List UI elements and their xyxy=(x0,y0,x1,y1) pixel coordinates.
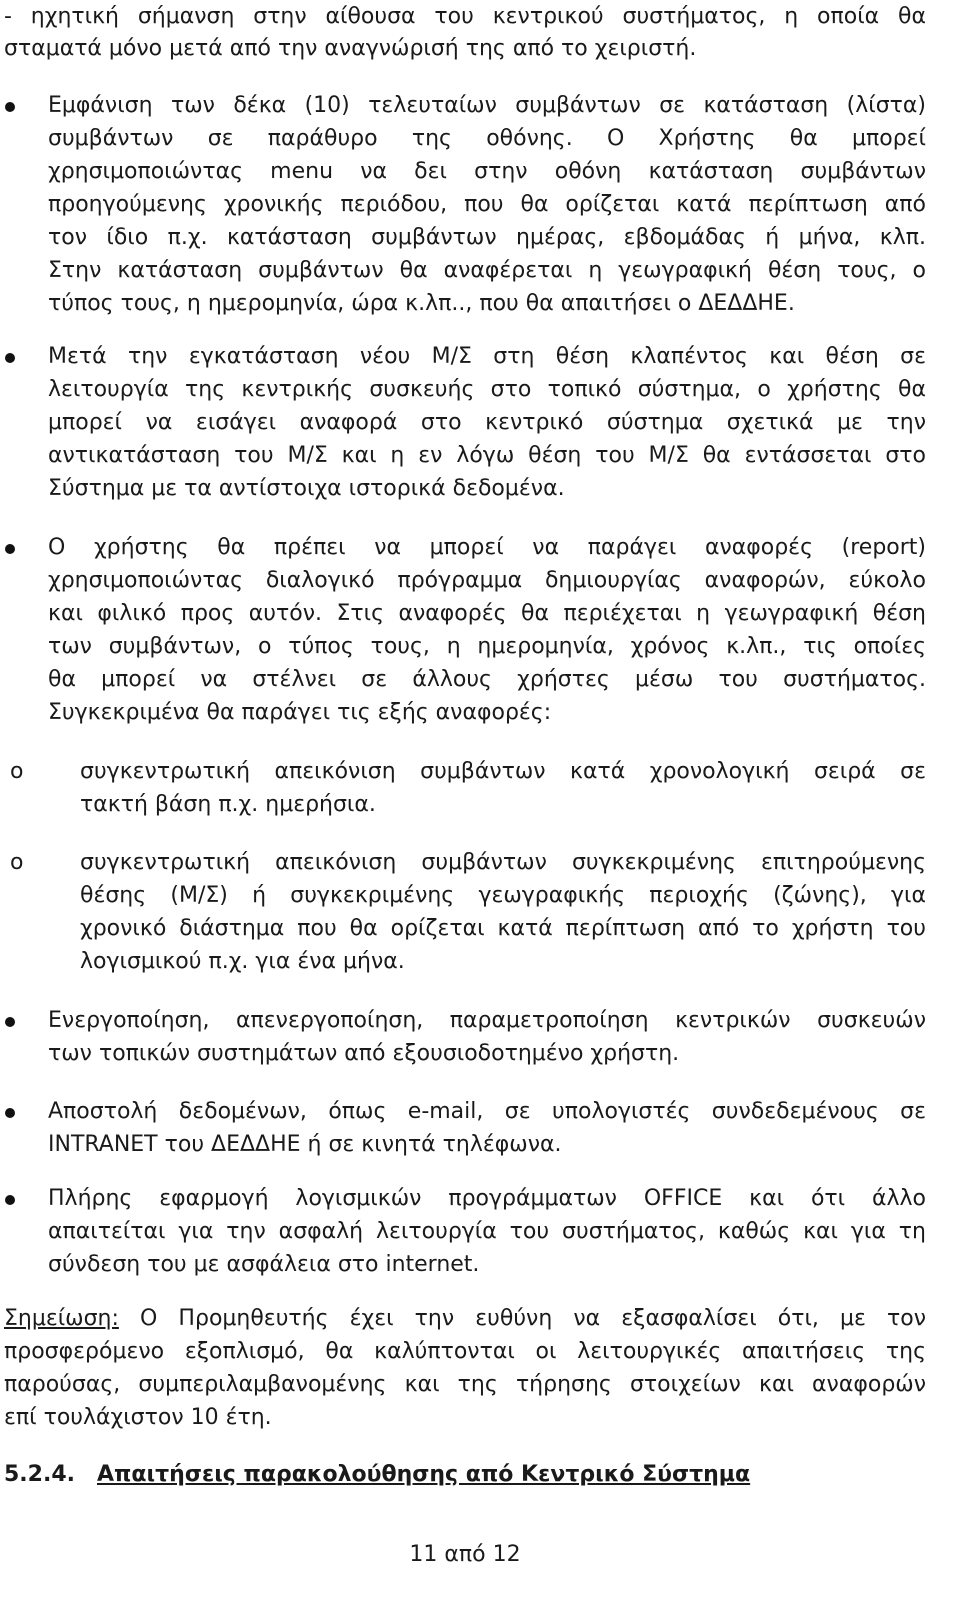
note-text: Ο Προμηθευτής έχει την ευθύνη να εξασφαλίσει ότι, με τον xyxy=(118,1306,926,1331)
section-number: 5.2.4. xyxy=(4,1462,75,1487)
text-line: των τοπικών συστημάτων από εξουσιοδοτημένο χρήστη. xyxy=(48,1041,680,1066)
text-line: αντικατάσταση του Μ/Σ και η εν λόγω θέση του Μ/Σ θα εντάσσεται στο xyxy=(48,443,926,468)
text-line: συγκεντρωτική απεικόνιση συμβάντων κατά χρονολογική σειρά σε xyxy=(80,759,926,784)
text-line: Ενεργοποίηση, απενεργοποίηση, παραμετροποίηση κεντρικών συσκευών xyxy=(48,1008,926,1033)
page-number: 11 από 12 xyxy=(409,1542,521,1567)
bullet-marker xyxy=(5,544,15,554)
sub-bullet-marker: o xyxy=(10,850,24,875)
text-line: των συμβάντων, ο τύπος τους, η ημερομηνία, χρόνος κ.λπ., τις οποίες xyxy=(48,634,926,659)
text-line: τον ίδιο π.χ. κατάσταση συμβάντων ημέρας, εβδομάδας ή μήνα, κλπ. xyxy=(48,225,926,250)
bullet-marker xyxy=(5,353,15,363)
text-line: - ηχητική σήμανση στην αίθουσα του κεντρικού συστήματος, η οποία θα xyxy=(4,4,926,29)
sub-bullet-marker: o xyxy=(10,759,24,784)
section-title: Απαιτήσεις παρακολούθησης από Κεντρικό Σύστημα xyxy=(97,1462,751,1487)
text-line: Εμφάνιση των δέκα (10) τελευταίων συμβάντων σε κατάσταση (λίστα) xyxy=(48,93,926,118)
text-line: Πλήρης εφαρμογή λογισμικών προγράμματων OFFICE και ότι άλλο xyxy=(48,1186,926,1211)
note-first-line xyxy=(4,1302,926,1335)
text-line: θέσης (Μ/Σ) ή συγκεκριμένης γεωγραφικής περιοχής (ζώνης), για xyxy=(80,883,926,908)
text-line: χρησιμοποιώντας menu να δει στην οθόνη κατάσταση συμβάντων xyxy=(48,159,926,184)
text-line: Αποστολή δεδομένων, όπως e-mail, σε υπολογιστές συνδεδεμένους σε xyxy=(48,1099,926,1124)
text-line: θα μπορεί να στέλνει σε άλλους χρήστες μέσω του συστήματος. xyxy=(48,667,926,692)
text-line: INTRANET του ΔΕΔΔΗΕ ή σε κινητά τηλέφωνα. xyxy=(48,1132,562,1157)
bullet-marker xyxy=(5,1195,15,1205)
text-line: επί τουλάχιστον 10 έτη. xyxy=(4,1405,272,1430)
section-heading xyxy=(4,1458,750,1491)
bullet-marker xyxy=(5,1017,15,1027)
text-line: Ο χρήστης θα πρέπει να μπορεί να παράγει αναφορές (report) xyxy=(48,535,926,560)
text-line: προσφερόμενο εξοπλισμό, θα καλύπτονται οι λειτουργικές απαιτήσεις της xyxy=(4,1339,926,1364)
bullet-marker xyxy=(5,102,15,112)
text-line: λογισμικού π.χ. για ένα μήνα. xyxy=(80,949,405,974)
note-label: Σημείωση: xyxy=(4,1306,119,1331)
text-line: συμβάντων σε παράθυρο της οθόνης. Ο Χρήστης θα μπορεί xyxy=(48,126,926,151)
text-line: μπορεί να εισάγει αναφορά στο κεντρικό σύστημα σχετικά με την xyxy=(48,410,926,435)
text-line: προηγούμενης χρονικής περιόδου, που θα ορίζεται κατά περίπτωση από xyxy=(48,192,926,217)
text-line: και φιλικό προς αυτόν. Στις αναφορές θα περιέχεται η γεωγραφική θέση xyxy=(48,601,926,626)
text-line: Μετά την εγκατάσταση νέου Μ/Σ στη θέση κλαπέντος και θέση σε xyxy=(48,344,926,369)
text-line: συγκεντρωτική απεικόνιση συμβάντων συγκεκριμένης επιτηρούμενης xyxy=(80,850,926,875)
text-line: λειτουργία της κεντρικής συσκευής στο τοπικό σύστημα, ο χρήστης θα xyxy=(48,377,926,402)
text-line: χρονικό διάστημα που θα ορίζεται κατά περίπτωση από το χρήστη του xyxy=(80,916,926,941)
text-line: απαιτείται για την ασφαλή λειτουργία του συστήματος, καθώς και για τη xyxy=(48,1219,926,1244)
text-line: Συγκεκριμένα θα παράγει τις εξής αναφορές: xyxy=(48,700,552,725)
text-line: σύνδεση του με ασφάλεια στο internet. xyxy=(48,1252,480,1277)
text-line: χρησιμοποιώντας διαλογικό πρόγραμμα δημιουργίας αναφορών, εύκολο xyxy=(48,568,926,593)
text-line: σταματά μόνο μετά από την αναγνώρισή της από το χειριστή. xyxy=(4,36,697,61)
text-line: τύπος τους, η ημερομηνία, ώρα κ.λπ.., που θα απαιτήσει ο ΔΕΔΔΗΕ. xyxy=(48,291,795,316)
text-line: τακτή βάση π.χ. ημερήσια. xyxy=(80,792,376,817)
bullet-marker xyxy=(5,1108,15,1118)
text-line: Σύστημα με τα αντίστοιχα ιστορικά δεδομένα. xyxy=(48,476,565,501)
text-line: Στην κατάσταση συμβάντων θα αναφέρεται η γεωγραφική θέση τους, ο xyxy=(48,258,926,283)
text-line: παρούσας, συμπεριλαμβανομένης και της τήρησης στοιχείων και αναφορών xyxy=(4,1372,926,1397)
